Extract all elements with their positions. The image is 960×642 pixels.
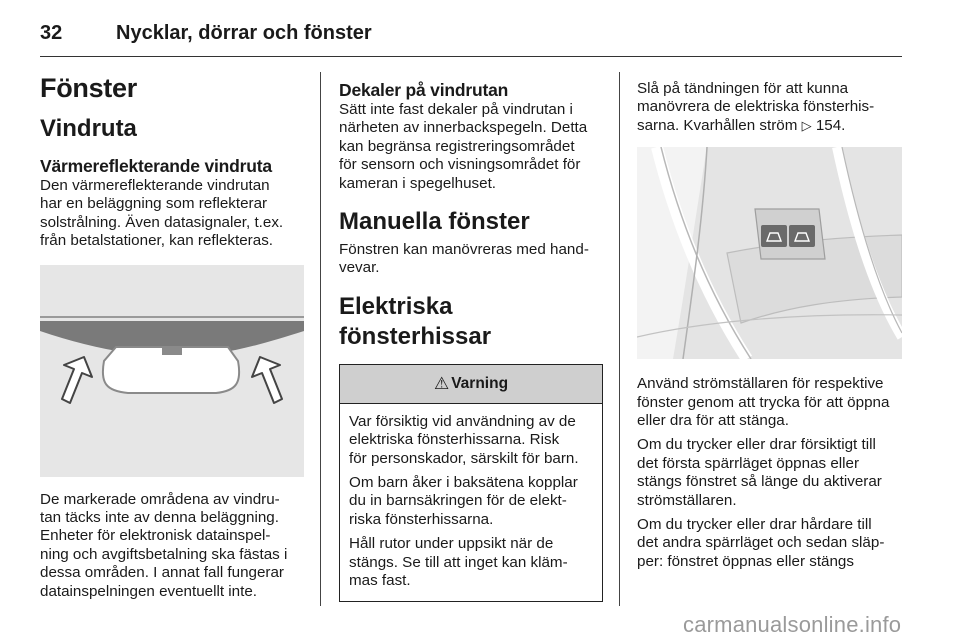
warning-header xyxy=(340,365,602,404)
column-3 xyxy=(637,80,902,571)
windshield-mirror-drawing xyxy=(40,265,304,477)
warning-icon: ⚠ xyxy=(433,373,450,393)
paragraph-first-detent: Om du trycker eller drar försiktigt till det första spärrläget öppnas eller stängs fönstret så länge du aktiverar strömställaren. xyxy=(637,436,882,509)
heading-elektriska-fonsterhissar: Elektriska fönsterhissar xyxy=(339,292,492,350)
paragraph-manuella: Fönstren kan manövreras med hand- vevar. xyxy=(339,241,589,277)
warning-paragraph-1: Var försiktig vid användning av de elektriska fönsterhissarna. Risk för personskador, särskilt för barn. xyxy=(349,412,579,467)
paragraph-dekaler: Sätt inte fast dekaler på vindrutan i närheten av innerbackspegeln. Detta kan begränsa registreringsområdet för sensorn och visningsområdet för kameran i spegelhuset. xyxy=(339,101,588,192)
paragraph-use-switch: Använd strömställaren för respektive fönster genom att trycka för att öppna eller dra för att stänga. xyxy=(637,375,890,430)
header-rule xyxy=(40,56,902,57)
page-header xyxy=(40,22,900,56)
windshield-mirror-illustration xyxy=(40,265,304,477)
paragraph-coating: Den värmereflekterande vindrutan har en beläggning som reflekterar solstrålning. Även datasignaler, t.ex. från betalstationer, kan reflekteras. xyxy=(40,177,284,250)
heading-vindruta: Vindruta xyxy=(40,115,137,142)
paragraph-ignition: Slå på tändningen för att kunna manövrera de elektriska fönsterhis- sarna. Kvarhållen ström ▷ 154. xyxy=(637,80,875,134)
page-number: 32 xyxy=(40,22,63,44)
column-1 xyxy=(40,72,304,601)
heading-manuella-fonster: Manuella fönster xyxy=(339,208,530,236)
window-switch-illustration xyxy=(637,147,902,359)
window-switch-drawing xyxy=(637,147,902,359)
heading-varmereflekterande: Värmereflekterande vindruta xyxy=(40,156,272,176)
section-title-fonster: Fönster xyxy=(40,73,137,103)
column-divider-1 xyxy=(320,72,321,606)
heading-dekaler: Dekaler på vindrutan xyxy=(339,80,509,100)
warning-title: Varning xyxy=(451,374,509,392)
warning-paragraph-2: Om barn åker i baksätena kopplar du in barnsäkringen för de elekt- riska fönsterhissarna. xyxy=(349,474,578,528)
chapter-title: Nycklar, dörrar och fönster xyxy=(116,22,372,44)
paragraph-marked-areas: De markerade områdena av vindru- tan täcks inte av denna beläggning. Enheter för elektronisk datainspel- ning och avgiftsbetalning ska fästas i dessa områden. I annat fall fungerar datainspelningen eventuellt inte. xyxy=(40,490,288,600)
warning-box xyxy=(339,364,603,602)
column-2 xyxy=(339,80,603,602)
page-reference-icon: ▷ xyxy=(801,117,812,133)
warning-body xyxy=(340,404,602,601)
warning-paragraph-3: Håll rutor under uppsikt när de stängs. Se till att inget kan kläm- mas fast. xyxy=(349,535,568,590)
paragraph-second-detent: Om du trycker eller drar hårdare till det andra spärrläget och sedan släp- per: fönstret öppnas eller stängs xyxy=(637,516,885,570)
column-divider-2 xyxy=(619,72,620,606)
watermark: carmanualsonline.info xyxy=(683,612,902,637)
